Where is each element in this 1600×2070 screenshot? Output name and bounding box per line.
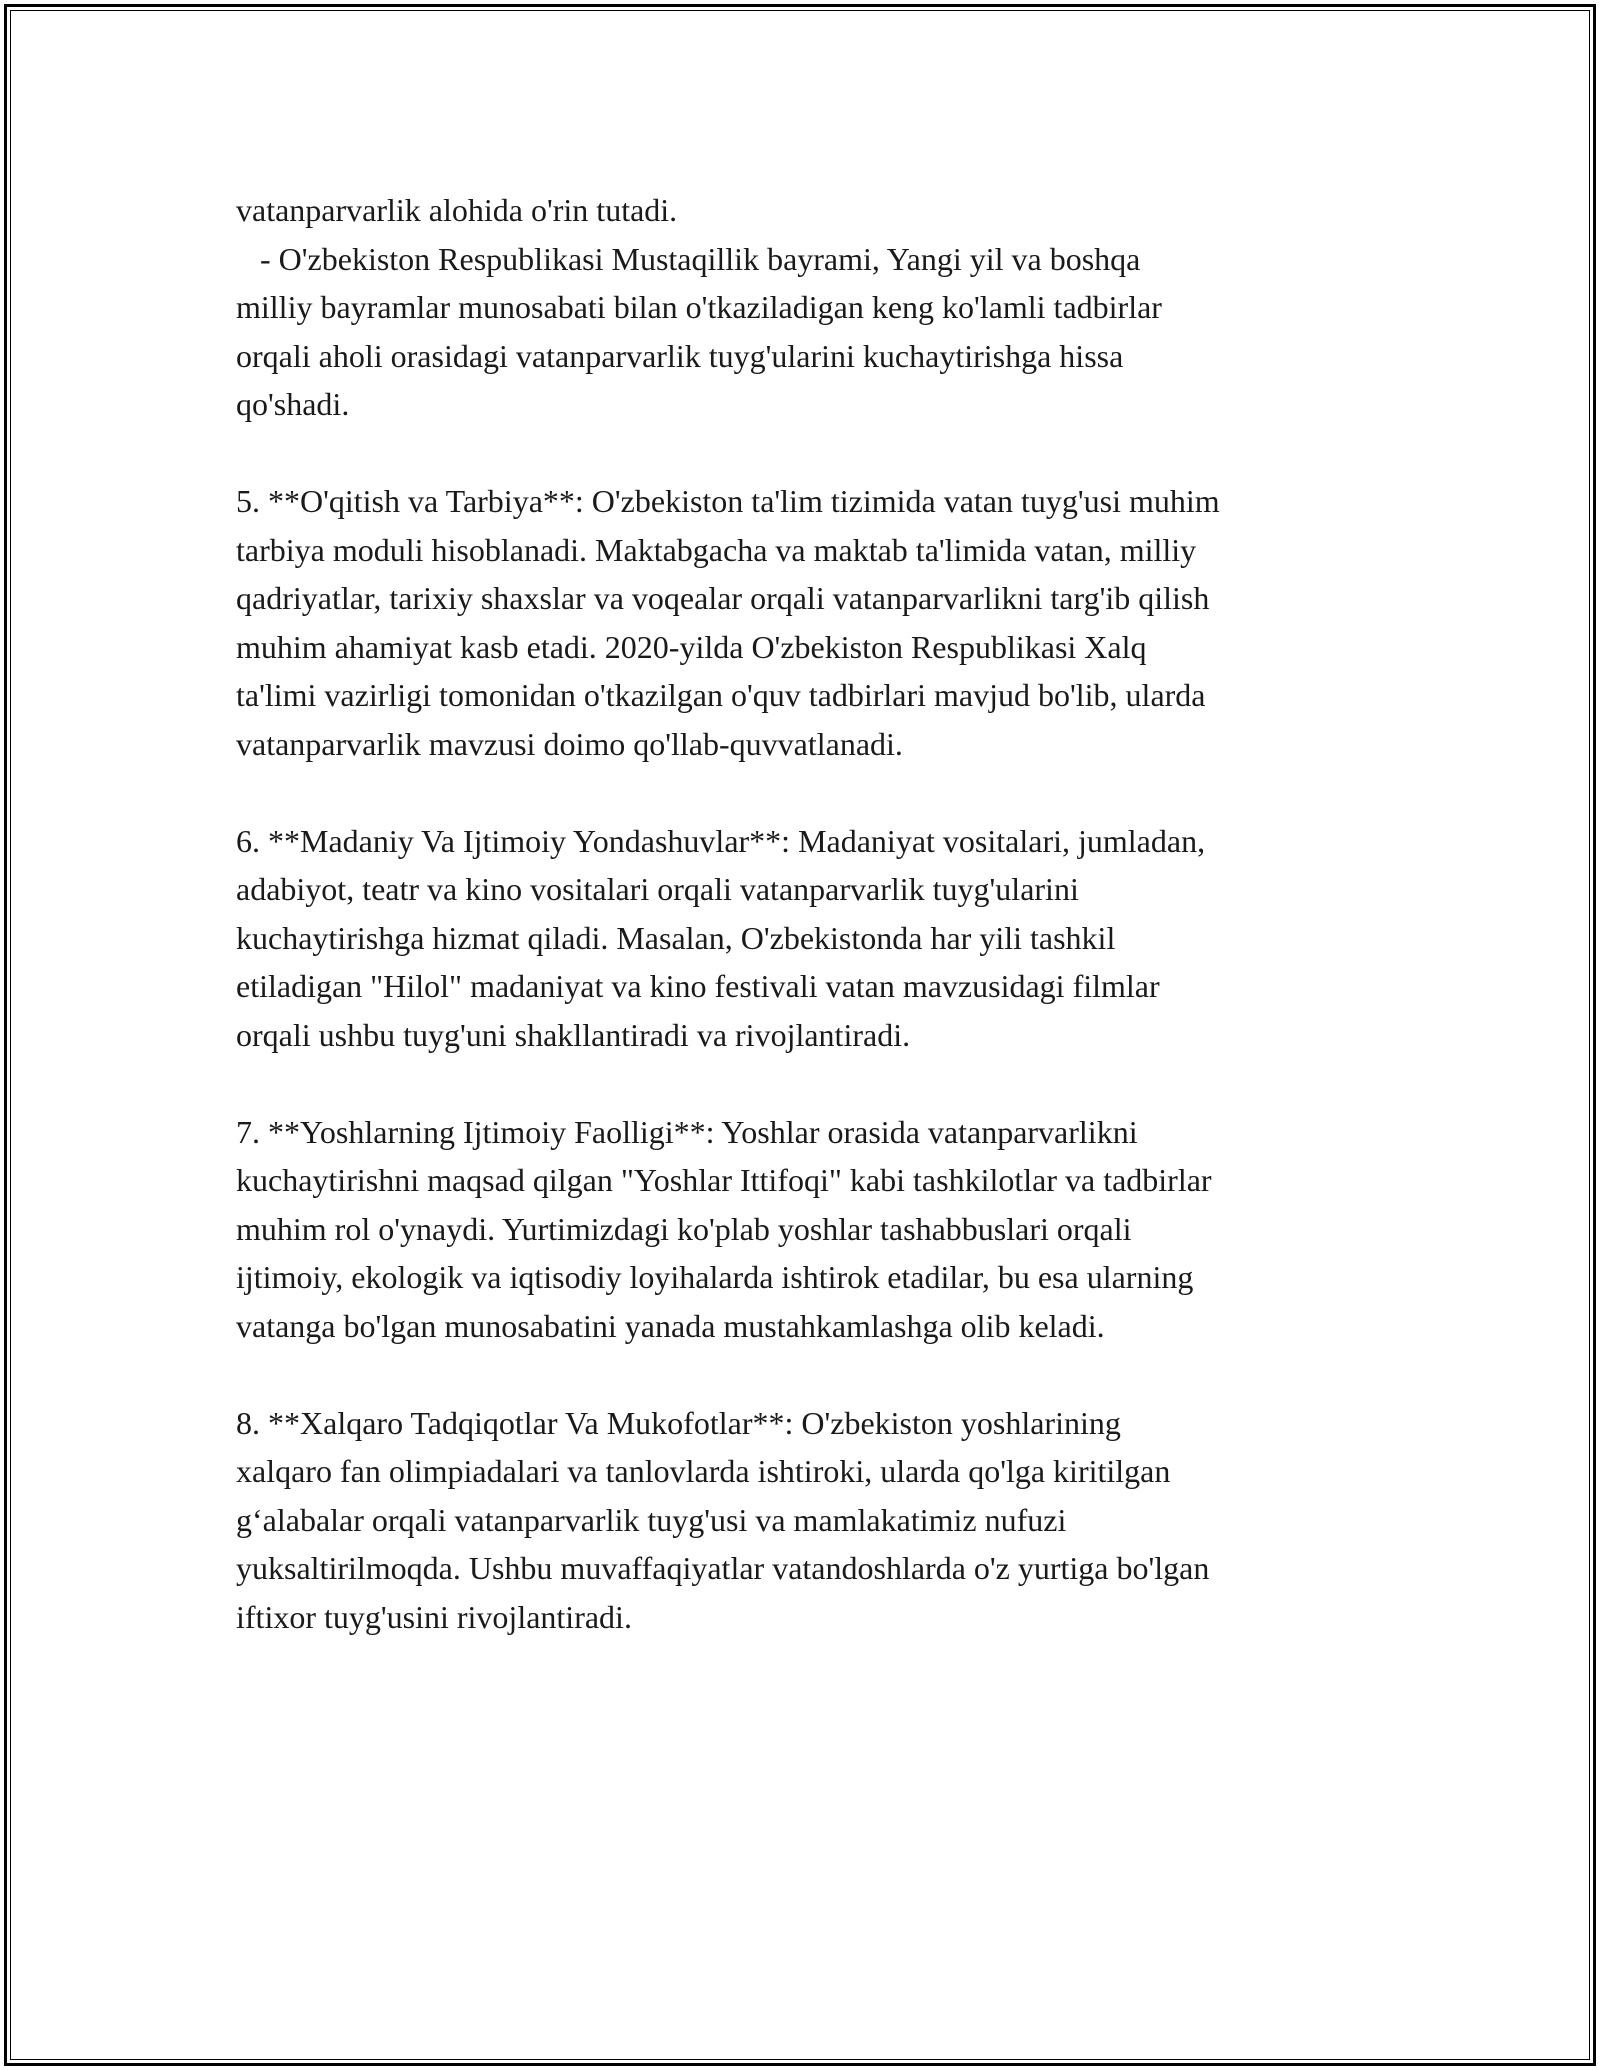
text-line: muhim rol o'ynaydi. Yurtimizdagi ko'plab yoshlar tashabbuslari orqali [236, 1210, 1132, 1247]
text-line: ijtimoiy, ekologik va iqtisodiy loyihalarda ishtirok etadilar, bu esa ularning [236, 1259, 1194, 1295]
text-line: qadriyatlar, tarixiy shaxslar va voqealar orqali vatanparvarlikni targ'ib qilish [236, 580, 1210, 616]
text-line: kuchaytirishga hizmat qiladi. Masalan, O'zbekistonda har yili tashkil [236, 919, 1116, 956]
section-5-paragraph [236, 477, 1376, 768]
text-line: 5. **O'qitish va Tarbiya**: O'zbekiston ta'lim tizimida vatan tuyg'usi muhim [236, 483, 1220, 519]
text-line: yuksaltirilmoqda. Ushbu muvaffaqiyatlar vatandoshlarda o'z yurtiga bo'lgan [236, 1550, 1210, 1586]
text-line: vatanparvarlik mavzusi doimo qo'llab-quvvatlanadi. [236, 725, 903, 762]
paragraph-spacer [236, 1350, 1376, 1399]
text-line: 8. **Xalqaro Tadqiqotlar Va Mukofotlar**: O'zbekiston yoshlarining [236, 1404, 1121, 1441]
section-6-paragraph [236, 817, 1376, 1060]
section-7-paragraph [236, 1108, 1376, 1351]
text-line: adabiyot, teatr va kino vositalari orqali vatanparvarlik tuyg'ularini [236, 871, 1079, 907]
text-line: tarbiya moduli hisoblanadi. Maktabgacha va maktab ta'limida vatan, milliy [236, 531, 1197, 568]
paragraph-spacer [236, 1059, 1376, 1108]
text-line: xalqaro fan olimpiadalari va tanlovlarda ishtiroki, ularda qo'lga kiritilgan [236, 1453, 1171, 1489]
document-body [236, 186, 1376, 1641]
text-line: vatanparvarlik alohida o'rin tutadi. [236, 192, 678, 228]
paragraph-spacer [236, 429, 1376, 478]
text-line: iftixor tuyg'usini rivojlantiradi. [236, 1598, 632, 1635]
section-8-paragraph [236, 1399, 1376, 1642]
text-line: etiladigan "Hilol" madaniyat va kino festivali vatan mavzusidagi filmlar [236, 968, 1160, 1004]
intro-paragraph [236, 186, 1376, 429]
text-line: qo'shadi. [236, 386, 350, 422]
text-line: 6. **Madaniy Va Ijtimoiy Yondashuvlar**: Madaniyat vositalari, jumladan, [236, 822, 1206, 859]
text-line: orqali aholi orasidagi vatanparvarlik tuyg'ularini kuchaytirishga hissa [236, 337, 1124, 374]
text-line: 7. **Yoshlarning Ijtimoiy Faolligi**: Yoshlar orasida vatanparvarlikni [236, 1113, 1138, 1150]
text-line: vatanga bo'lgan munosabatini yanada mustahkamlashga olib keladi. [236, 1307, 1105, 1344]
paragraph-spacer [236, 768, 1376, 817]
text-line: milliy bayramlar munosabati bilan o'tkaziladigan keng ko'lamli tadbirlar [236, 289, 1162, 325]
text-line: orqali ushbu tuyg'uni shakllantiradi va rivojlantiradi. [236, 1016, 911, 1053]
text-line: g‘alabalar orqali vatanparvarlik tuyg'usi va mamlakatimiz nufuzi [236, 1501, 1067, 1538]
text-line: muhim ahamiyat kasb etadi. 2020-yilda O'zbekiston Respublikasi Xalq [236, 628, 1147, 665]
text-line: kuchaytirishni maqsad qilgan "Yoshlar Ittifoqi" kabi tashkilotlar va tadbirlar [236, 1162, 1212, 1198]
text-line: - O'zbekiston Respublikasi Mustaqillik bayrami, Yangi yil va boshqa [236, 240, 1141, 277]
text-line: ta'limi vazirligi tomonidan o'tkazilgan o'quv tadbirlari mavjud bo'lib, ularda [236, 677, 1206, 713]
